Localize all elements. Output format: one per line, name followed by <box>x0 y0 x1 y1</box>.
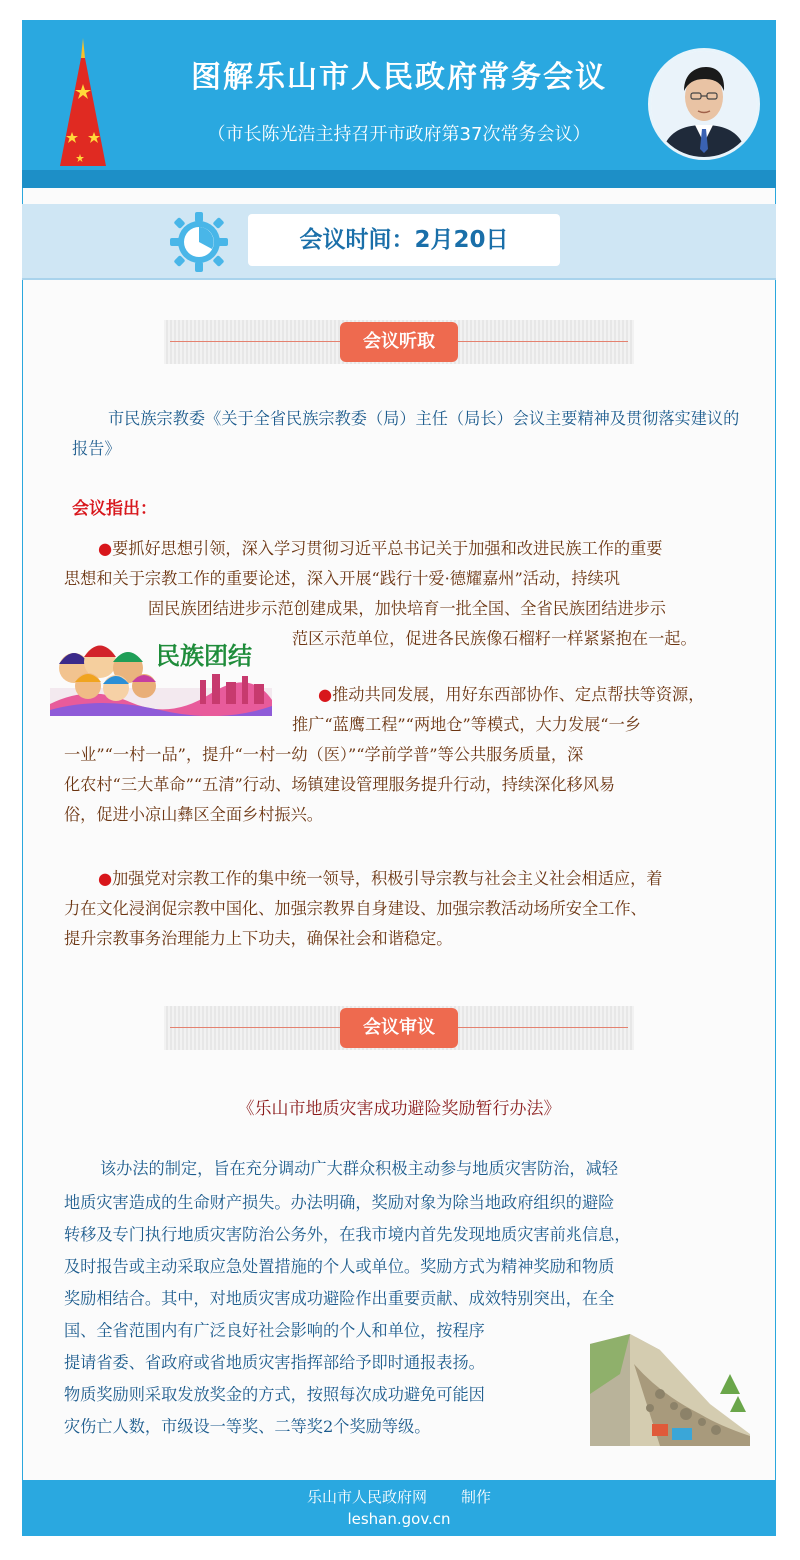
point-3-line-3: 提升宗教事务治理能力上下功夫，确保社会和谐稳定。 <box>64 929 453 948</box>
point-2-line-4: 化农村“三大革命”“五清”行动、场镇建设管理服务提升行动，持续深化移风易 <box>64 775 616 794</box>
bullet-dot-icon: ● <box>98 869 113 888</box>
footer-made: 制作 <box>461 1488 492 1506</box>
section-header-hearing <box>164 320 634 364</box>
footer-credit <box>22 1486 776 1507</box>
point-3-line-2: 力在文化浸润促宗教中国化、加强宗教界自身建设、加强宗教活动场所安全工作、 <box>64 899 647 918</box>
regulation-line-1: 该办法的制定，旨在充分调动广大群众积极主动参与地质灾害防治，减轻 <box>100 1159 618 1178</box>
section-label-review: 会议审议 <box>340 1008 458 1048</box>
regulation-line-5: 奖励相结合。其中，对地质灾害成功避险作出重要贡献、成效特别突出，在全 <box>64 1289 615 1308</box>
avatar <box>648 48 760 160</box>
point-2-line-1: ●推动共同发展，用好东西部协作、定点帮扶等资源， <box>318 685 705 704</box>
point-1-line-3: 固民族团结进步示范创建成果，加快培育一批全国、全省民族团结进步示 <box>148 599 666 618</box>
gear-icon <box>166 210 232 274</box>
regulation-line-2: 地质灾害造成的生命财产损失。办法明确，奖励对象为除当地政府组织的避险 <box>64 1193 615 1212</box>
section-header-review <box>164 1006 634 1050</box>
point-1-line-2: 思想和关于宗教工作的重要论述，深入开展“践行十爱·德耀嘉州”活动，持续巩 <box>64 569 620 588</box>
regulation-line-3: 转移及专门执行地质灾害防治公务外，在我市境内首先发现地质灾害前兆信息， <box>64 1225 631 1244</box>
landslide-illustration <box>590 1334 750 1446</box>
page-title: 图解乐山市人民政府常务会议 <box>191 60 607 95</box>
point-2-line-5: 俗，促进小凉山彝区全面乡村振兴。 <box>64 805 323 824</box>
footer-org: 乐山市人民政府网 <box>306 1488 427 1506</box>
unity-caption: 民族团结 <box>156 642 252 670</box>
regulation-line-9: 灾伤亡人数，市级设一等奖、二等奖2个奖励等级。 <box>64 1417 431 1436</box>
meeting-time: 会议时间：2月20日 <box>248 214 560 266</box>
regulation-title: 《乐山市地质灾害成功避险奖励暂行办法》 <box>237 1099 561 1119</box>
point-3-line-1: ●加强党对宗教工作的集中统一领导，积极引导宗教与社会主义社会相适应，着 <box>98 869 663 888</box>
header-band <box>22 170 776 188</box>
point-1-line-1: ●要抓好思想引领，深入学习贯彻习近平总书记关于加强和改进民族工作的重要 <box>98 539 663 558</box>
regulation-line-6: 国、全省范围内有广泛良好社会影响的个人和单位，按程序 <box>64 1321 485 1340</box>
page-subtitle: （市长陈光浩主持召开市政府第37次常务会议） <box>207 124 591 145</box>
bullet-dot-icon: ● <box>318 685 333 704</box>
meeting-pointed-label: 会议指出： <box>72 499 157 519</box>
regulation-line-8: 物质奖励则采取发放奖金的方式，按照每次成功避免可能因 <box>64 1385 485 1404</box>
point-2-line-3: 一业”“一村一品”，提升“一村一幼（医）”“学前学普”等公共服务质量，深 <box>64 745 584 764</box>
point-2-line-2: 推广“蓝鹰工程”“两地仓”等模式，大力发展“一乡 <box>292 715 641 734</box>
hearing-report-title: 市民族宗教委《关于全省民族宗教委（局）主任（局长）会议主要精神及贯彻落实建议的报告》 <box>72 409 740 458</box>
footer <box>22 1480 776 1536</box>
regulation-line-4: 及时报告或主动采取应急处置措施的个人或单位。奖励方式为精神奖励和物质 <box>64 1257 615 1276</box>
footer-site: leshan.gov.cn <box>347 1510 451 1528</box>
ethnic-unity-illustration <box>50 624 272 716</box>
regulation-line-7: 提请省委、省政府或省地质灾害指挥部给予即时通报表扬。 <box>64 1353 485 1372</box>
section-label-hearing: 会议听取 <box>340 322 458 362</box>
bullet-dot-icon: ● <box>98 539 113 558</box>
point-1-line-4: 范区示范单位，促进各民族像石榴籽一样紧紧抱在一起。 <box>292 629 697 648</box>
